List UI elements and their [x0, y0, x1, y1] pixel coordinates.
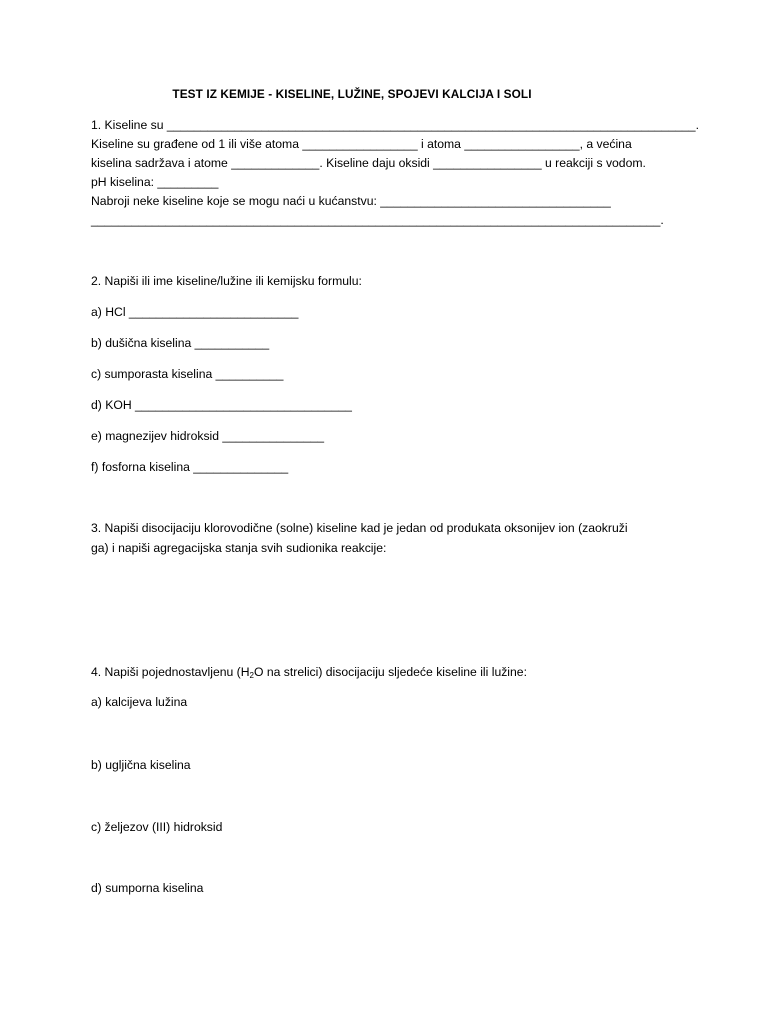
q2-item-b: b) dušična kiselina ___________: [91, 336, 270, 350]
q3-line-2: ga) i napiši agregacijska stanja svih sudionika reakcije:: [91, 541, 387, 555]
q2-item-f: f) fosforna kiselina ______________: [91, 460, 289, 474]
q1-line-2: Kiseline su građene od 1 ili više atoma _________________ i atoma _________________, a većina: [91, 137, 632, 151]
q1-line-5: Nabroji neke kiseline koje se mogu naći u kućanstvu: __________________________________: [91, 194, 611, 208]
q1-line-3: kiselina sadržava i atome _____________. Kiseline daju oksidi ________________ u reakciji s vodom.: [91, 156, 646, 170]
q4-heading-sub: 2: [249, 671, 254, 680]
q4-item-b: b) ugljična kiselina: [91, 758, 191, 772]
q2-heading: 2. Napiši ili ime kiseline/lužine ili kemijsku formulu:: [91, 274, 362, 288]
q4-heading: [91, 664, 527, 680]
q4-item-d: d) sumporna kiselina: [91, 881, 204, 895]
q3-line-1: 3. Napiši disocijaciju klorovodične (solne) kiseline kad je jedan od produkata oksonijev ion (zaokruži: [91, 521, 628, 535]
q1-line-1: 1. Kiseline su ______________________________________________________________________________.: [91, 118, 699, 132]
document-title: TEST IZ KEMIJE - KISELINE, LUŽINE, SPOJEVI KALCIJA I SOLI: [172, 87, 532, 101]
q4-heading-pre: 4. Napiši pojednostavljenu (H: [91, 665, 250, 679]
q1-line-4: pH kiselina: _________: [91, 175, 219, 189]
q4-heading-post: O na strelici) disocijaciju sljedeće kiseline ili lužine:: [253, 665, 527, 679]
q4-item-c: c) željezov (III) hidroksid: [91, 820, 223, 834]
q1-line-6: ____________________________________________________________________________________.: [91, 213, 664, 227]
q4-item-a: a) kalcijeva lužina: [91, 695, 188, 709]
q2-item-c: c) sumporasta kiselina __________: [91, 367, 284, 381]
q2-item-d: d) KOH ________________________________: [91, 398, 352, 412]
q2-item-e: e) magnezijev hidroksid _______________: [91, 429, 325, 443]
q2-item-a: a) HCl _________________________: [91, 305, 299, 319]
